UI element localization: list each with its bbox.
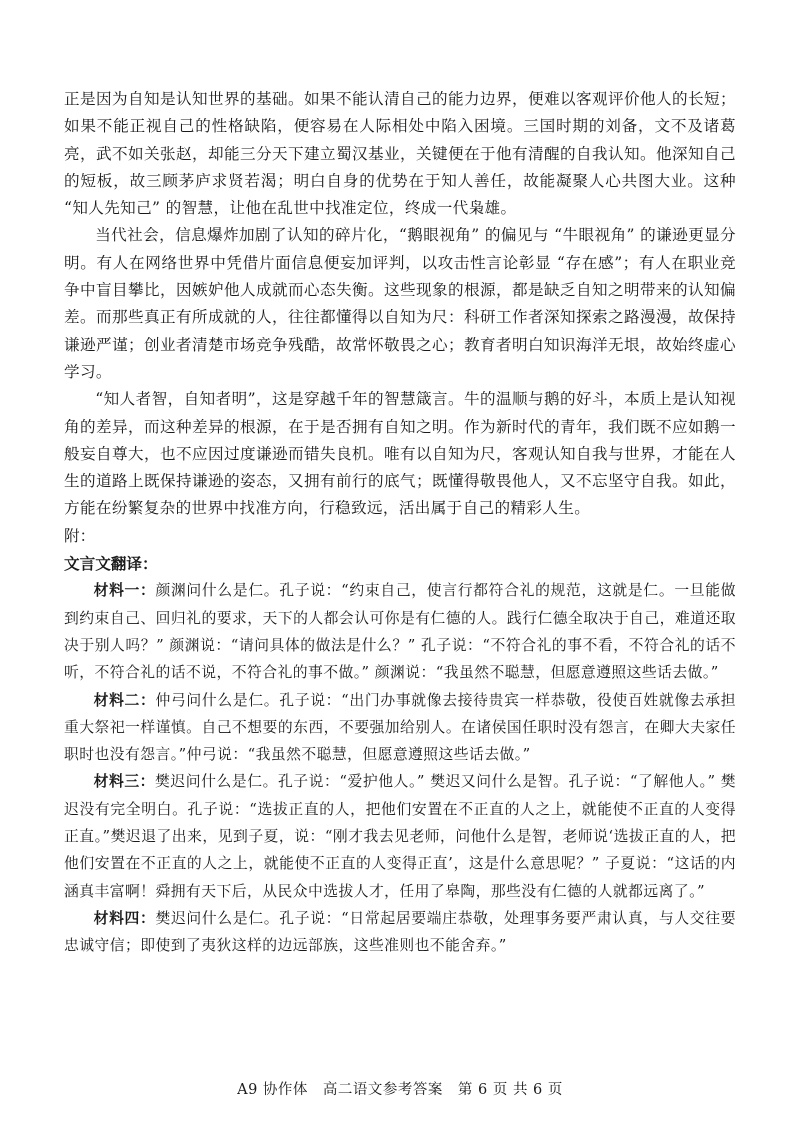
material-2 [64,687,736,769]
material-1 [64,577,736,686]
material-3-text: 樊迟问什么是仁。孔子说：“爱护他人。” 樊迟又问什么是智。孔子说：“了解他人。” 樊迟没有完全明白。孔子说：“选拔正直的人，把他们安置在不正直的人之上，就能使不正直的人变得正直。”樊迟退了出来，见到子夏，说：“刚才我去见老师，问他什么是智，老师说‘选拔正直的人，把他们安置在不正直的人之上，就能使不正直的人变得正直’，这是什么意思呢？” 子夏说：“这话的内涵真丰富啊！舜拥有天下后，从民众中选拔人才，任用了皋陶，那些没有仁德的人就都远离了。” [64,773,736,900]
page-footer: A9 协作体 高二语文参考答案 第 6 页 共 6 页 [237,1082,563,1098]
material-3 [64,768,736,904]
essay-paragraph-1: 正是因为自知是认知世界的基础。如果不能认清自己的能力边界，便难以客观评价他人的长短；如果不能正视自己的性格缺陷，便容易在人际相处中陷入困境。三国时期的刘备，文不及诸葛亮，武不如关张赵，却能三分天下建立蜀汉基业，关键便在于他有清醒的自我认知。他深知自己的短板，故三顾茅庐求贤若渴；明白自身的优势在于知人善任，故能凝聚人心共图大业。这种 “知人先知己” 的智慧，让他在乱世中找准定位，终成一代枭雄。 [64,90,736,218]
material-2-text: 仲弓问什么是仁。孔子说：“出门办事就像去接待贵宾一样恭敬，役使百姓就像去承担重大祭祀一样谨慎。自己不想要的东西，不要强加给别人。在诸侯国任职时没有怨言，在卿大夫家任职时也没有怨言。”仲弓说：“我虽然不聪慧，但愿意遵照这些话去做。” [64,691,736,764]
material-1-label: 材料一： [93,582,156,600]
material-4-text: 樊迟问什么是仁。孔子说：“日常起居要端庄恭敬，处理事务要严肃认真，与人交往要忠诚守信；即使到了夷狄这样的边远部族，这些准则也不能舍弃。” [64,909,736,955]
material-4-label: 材料四： [93,909,156,927]
appendix-label: 附： [64,526,96,545]
material-3-label: 材料三： [93,773,156,791]
essay-paragraph-3: “知人者智，自知者明”，这是穿越千年的智慧箴言。牛的温顺与鹅的好斗，本质上是认知视角的差异，而这种差异的根源，在于是否拥有自知之明。作为新时代的青年，我们既不应如鹅一般妄自尊大，也不应因过度谦逊而错失良机。唯有以自知为尺，客观认知自我与世界，才能在人生的道路上既保持谦逊的姿态，又拥有前行的底气；既懂得敬畏他人，又不忘坚守自我。如此，方能在纷繁复杂的世界中找准方向，行稳致远，活出属于自己的精彩人生。 [64,390,736,518]
material-2-label: 材料二： [93,691,156,709]
essay-paragraph-2: 当代社会，信息爆炸加剧了认知的碎片化，“鹅眼视角” 的偏见与 “牛眼视角” 的谦逊更显分明。有人在网络世界中凭借片面信息便妄加评判，以攻击性言论彰显 “存在感”；有人在职业竞争中盲目攀比，因嫉妒他人成就而心态失衡。这些现象的根源，都是缺乏自知之明带来的认知偏差。而那些真正有所成就的人，往往都懂得以自知为尺：科研工作者深知探索之路漫漫，故保持谦逊严谨；创业者清楚市场竞争残酷，故常怀敬畏之心；教育者明白知识海洋无垠，故始终虚心学习。 [64,226,736,381]
material-4 [64,905,736,960]
material-1-text: 颜渊问什么是仁。孔子说：“约束自己，使言行都符合礼的规范，这就是仁。一旦能做到约束自己、回归礼的要求，天下的人都会认可你是有仁德的人。践行仁德全取决于自己，难道还取决于别人吗？” 颜渊说：“请问具体的做法是什么？” 孔子说：“不符合礼的事不看，不符合礼的话不听，不符合礼的话不说，不符合礼的事不做。” 颜渊说：“我虽然不聪慧，但愿意遵照这些话去做。” [64,582,736,682]
translation-title: 文言文翻译： [64,554,158,574]
